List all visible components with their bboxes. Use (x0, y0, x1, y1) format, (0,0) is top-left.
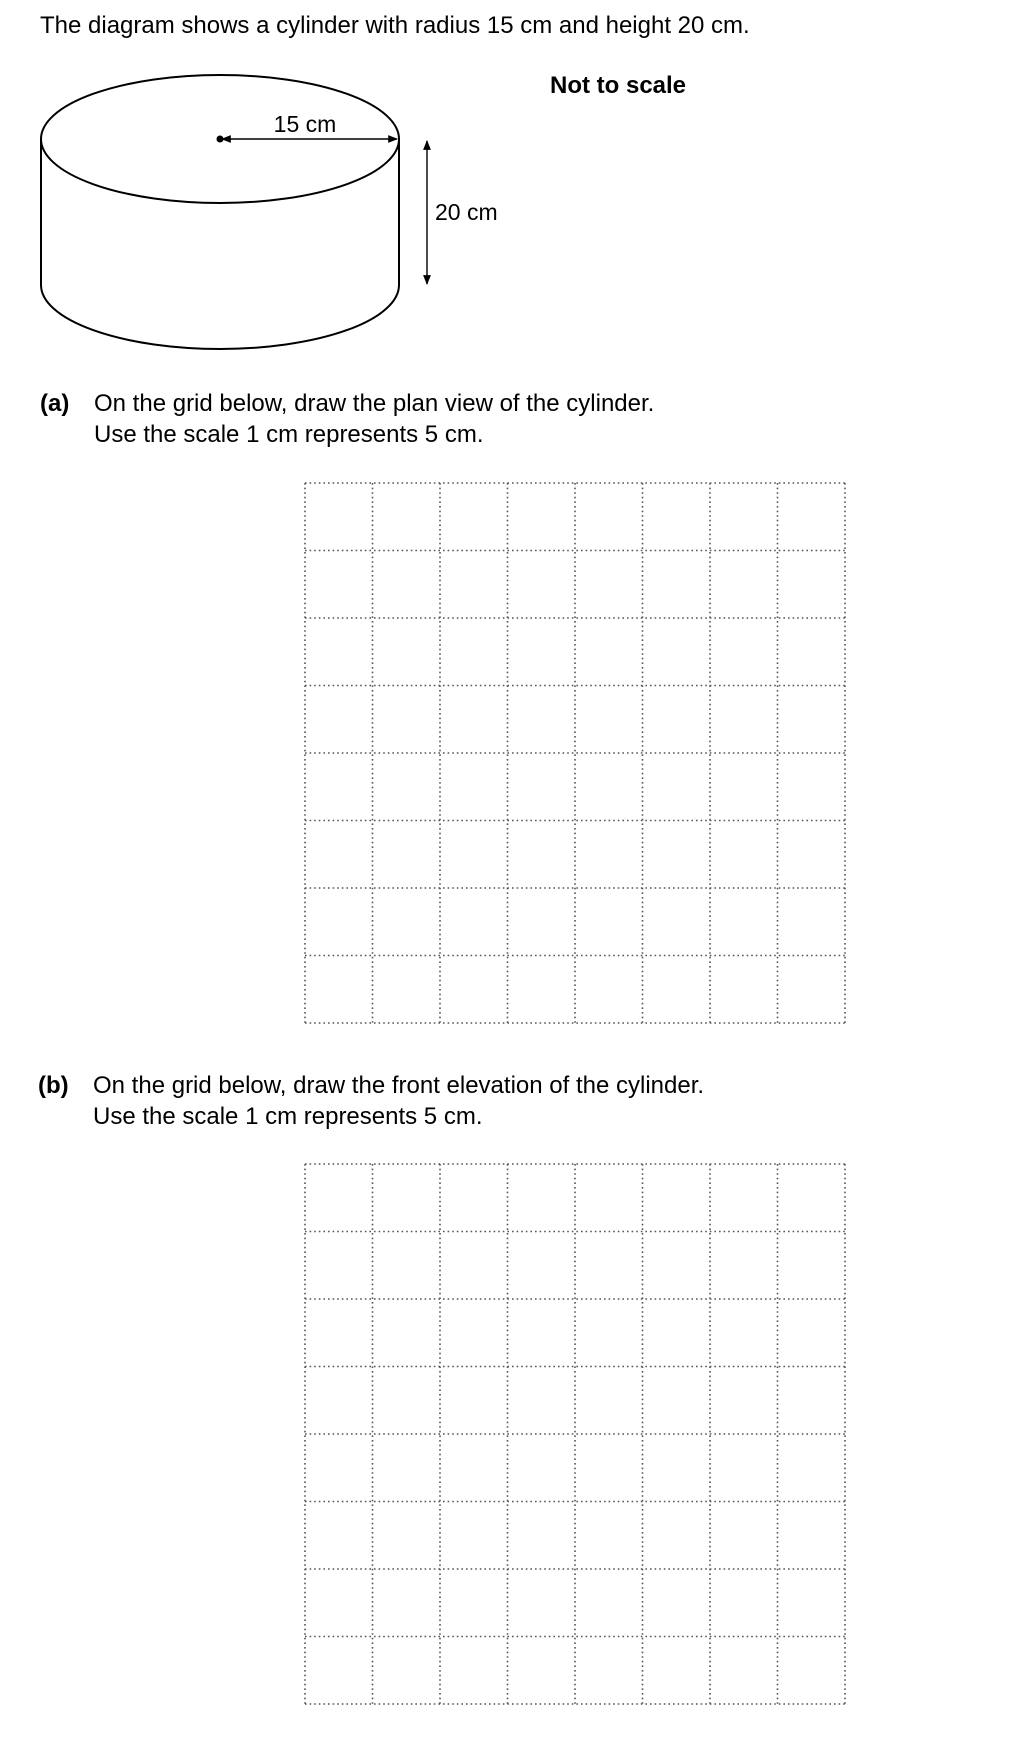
part-b-letter: (b) (38, 1072, 69, 1099)
cylinder-shape (41, 75, 399, 349)
part-a-scale: Use the scale 1 cm represents 5 cm. (94, 421, 484, 448)
plan-view-grid[interactable] (304, 482, 846, 1024)
not-to-scale-label: Not to scale (550, 72, 687, 99)
height-label: 20 cm (435, 199, 498, 225)
radius-label: 15 cm (273, 111, 337, 137)
part-a-instruction: On the grid below, draw the plan view of the cylinder. (94, 390, 655, 417)
part-b-scale: Use the scale 1 cm represents 5 cm. (93, 1103, 483, 1130)
intro-text: The diagram shows a cylinder with radius 15 cm and height 20 cm. (40, 12, 750, 39)
part-b-instruction: On the grid below, draw the front elevation of the cylinder. (93, 1072, 705, 1099)
front-elevation-grid[interactable] (304, 1163, 846, 1705)
part-a-letter: (a) (40, 390, 70, 417)
cylinder-bottom-arc (41, 285, 399, 349)
cylinder-diagram (0, 0, 560, 360)
